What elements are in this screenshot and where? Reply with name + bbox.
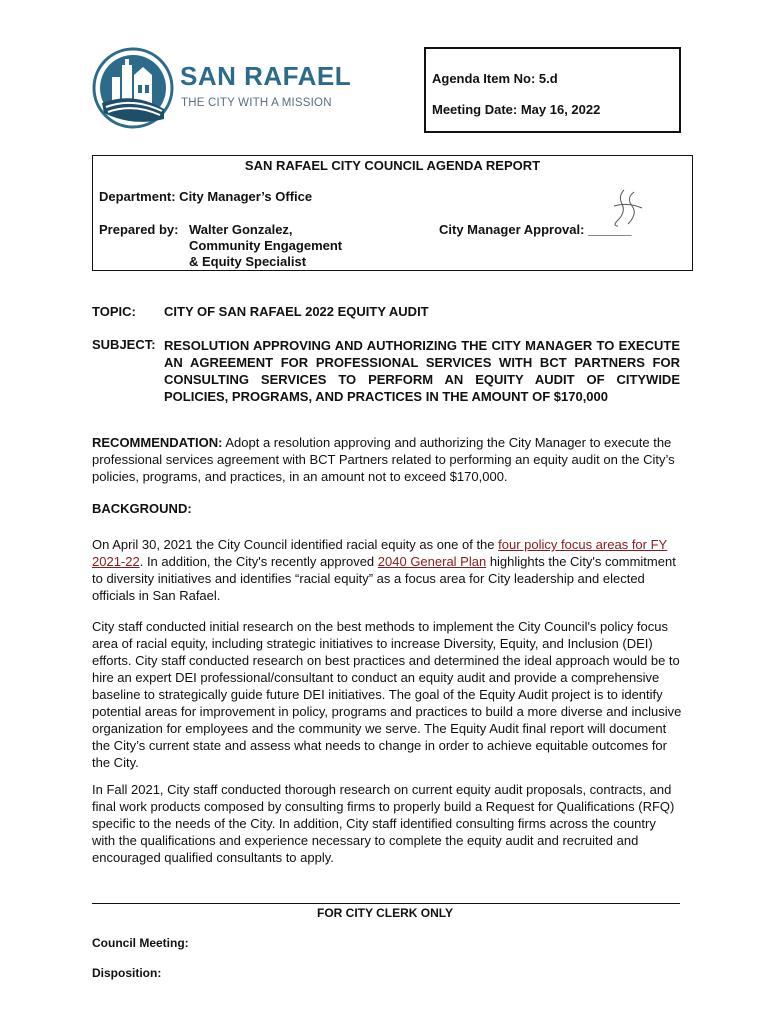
recommendation-label: RECOMMENDATION:	[92, 435, 223, 450]
clerk-title: FOR CITY CLERK ONLY	[316, 906, 453, 920]
city-manager-approval: City Manager Approval: ______	[439, 222, 632, 237]
prepared-by-line: Community Engagement	[189, 238, 343, 253]
prepared-by-line: & Equity Specialist	[189, 254, 307, 269]
agenda-item-number: Agenda Item No: 5.d	[432, 71, 558, 86]
recommendation-paragraph	[92, 434, 682, 485]
report-title: SAN RAFAEL CITY COUNCIL AGENDA REPORT	[244, 158, 541, 173]
background-paragraph-1	[92, 536, 682, 604]
topic-text: CITY OF SAN RAFAEL 2022 EQUITY AUDIT	[164, 304, 429, 319]
agenda-info-box	[424, 47, 681, 133]
report-header-box	[92, 155, 693, 271]
background-paragraph-2: City staff conducted initial research on the best methods to implement the City Council's policy focus area of racial equity, including strategic initiatives to increase Diversity, Equity, and Inclusion (DEI) efforts. City staff conducted research on best practices and determined the ideal approach would be to hire an expert DEI professional/consultant to conduct an equity audit and provide a comprehensive baseline to strategically guide future DEI initiatives. The goal of the Equity Audit project is to identify potential areas for improvement in policy, programs and practices to build a more diverse and inclusive organization for employees and the community we serve. The Equity Audit final report will document the City’s current state and assess what needs to change in order to achieve equitable outcomes for the City.	[92, 619, 682, 770]
logo-name: SAN RAFAEL	[180, 61, 352, 91]
clerk-divider	[92, 903, 680, 904]
logo-tagline: THE CITY WITH A MISSION	[181, 97, 332, 109]
paragraph-text: highlights the City's commitment to diversity initiatives and identifies “racial equity” as a focus area for City leadership and elected officials in San Rafael.	[92, 554, 676, 603]
san-rafael-logo	[92, 47, 352, 129]
signature-mark	[604, 186, 650, 230]
department: Department: City Manager’s Office	[99, 189, 313, 204]
policy-focus-areas-link[interactable]: four policy focus areas for FY 2021-22	[92, 537, 668, 569]
paragraph-text: . In addition, the City's recently approved	[139, 554, 378, 569]
prepared-by-label: Prepared by:	[99, 222, 179, 237]
prepared-by-line: Walter Gonzalez,	[189, 222, 293, 237]
disposition-label: Disposition:	[92, 966, 162, 980]
meeting-date: Meeting Date: May 16, 2022	[432, 102, 601, 117]
paragraph-text: On April 30, 2021 the City Council identified racial equity as one of the	[92, 537, 499, 552]
recommendation-text: Adopt a resolution approving and authorizing the City Manager to execute the professional services agreement with BCT Partners related to performing an equity audit on the City’s policies, programs, and practices, in an amount not to exceed $170,000.	[92, 435, 675, 484]
council-meeting-label: Council Meeting:	[92, 936, 189, 950]
background-heading: BACKGROUND:	[92, 501, 192, 516]
general-plan-link[interactable]: 2040 General Plan	[377, 554, 487, 569]
subject-label: SUBJECT:	[92, 337, 156, 352]
city-seal-icon	[92, 47, 174, 129]
topic-label: TOPIC:	[92, 304, 136, 319]
background-paragraph-3: In Fall 2021, City staff conducted thorough research on current equity audit proposals, contracts, and final work products composed by consulting firms to properly build a Request for Qualifications (RFQ) specific to the needs of the City. In addition, City staff identified consulting firms across the country with the qualifications and experience necessary to complete the equity audit and recruited and encouraged qualified consultants to apply.	[92, 782, 675, 865]
subject-text: RESOLUTION APPROVING AND AUTHORIZING THE CITY MANAGER TO EXECUTE AN AGREEMENT FOR PROFESSIONAL SERVICES WITH BCT PARTNERS FOR CONSULTING SERVICES TO PERFORM AN EQUITY AUDIT OF CITYWIDE POLICIES, PROGRAMS, AND PRACTICES IN THE AMOUNT OF $170,000	[164, 338, 680, 404]
